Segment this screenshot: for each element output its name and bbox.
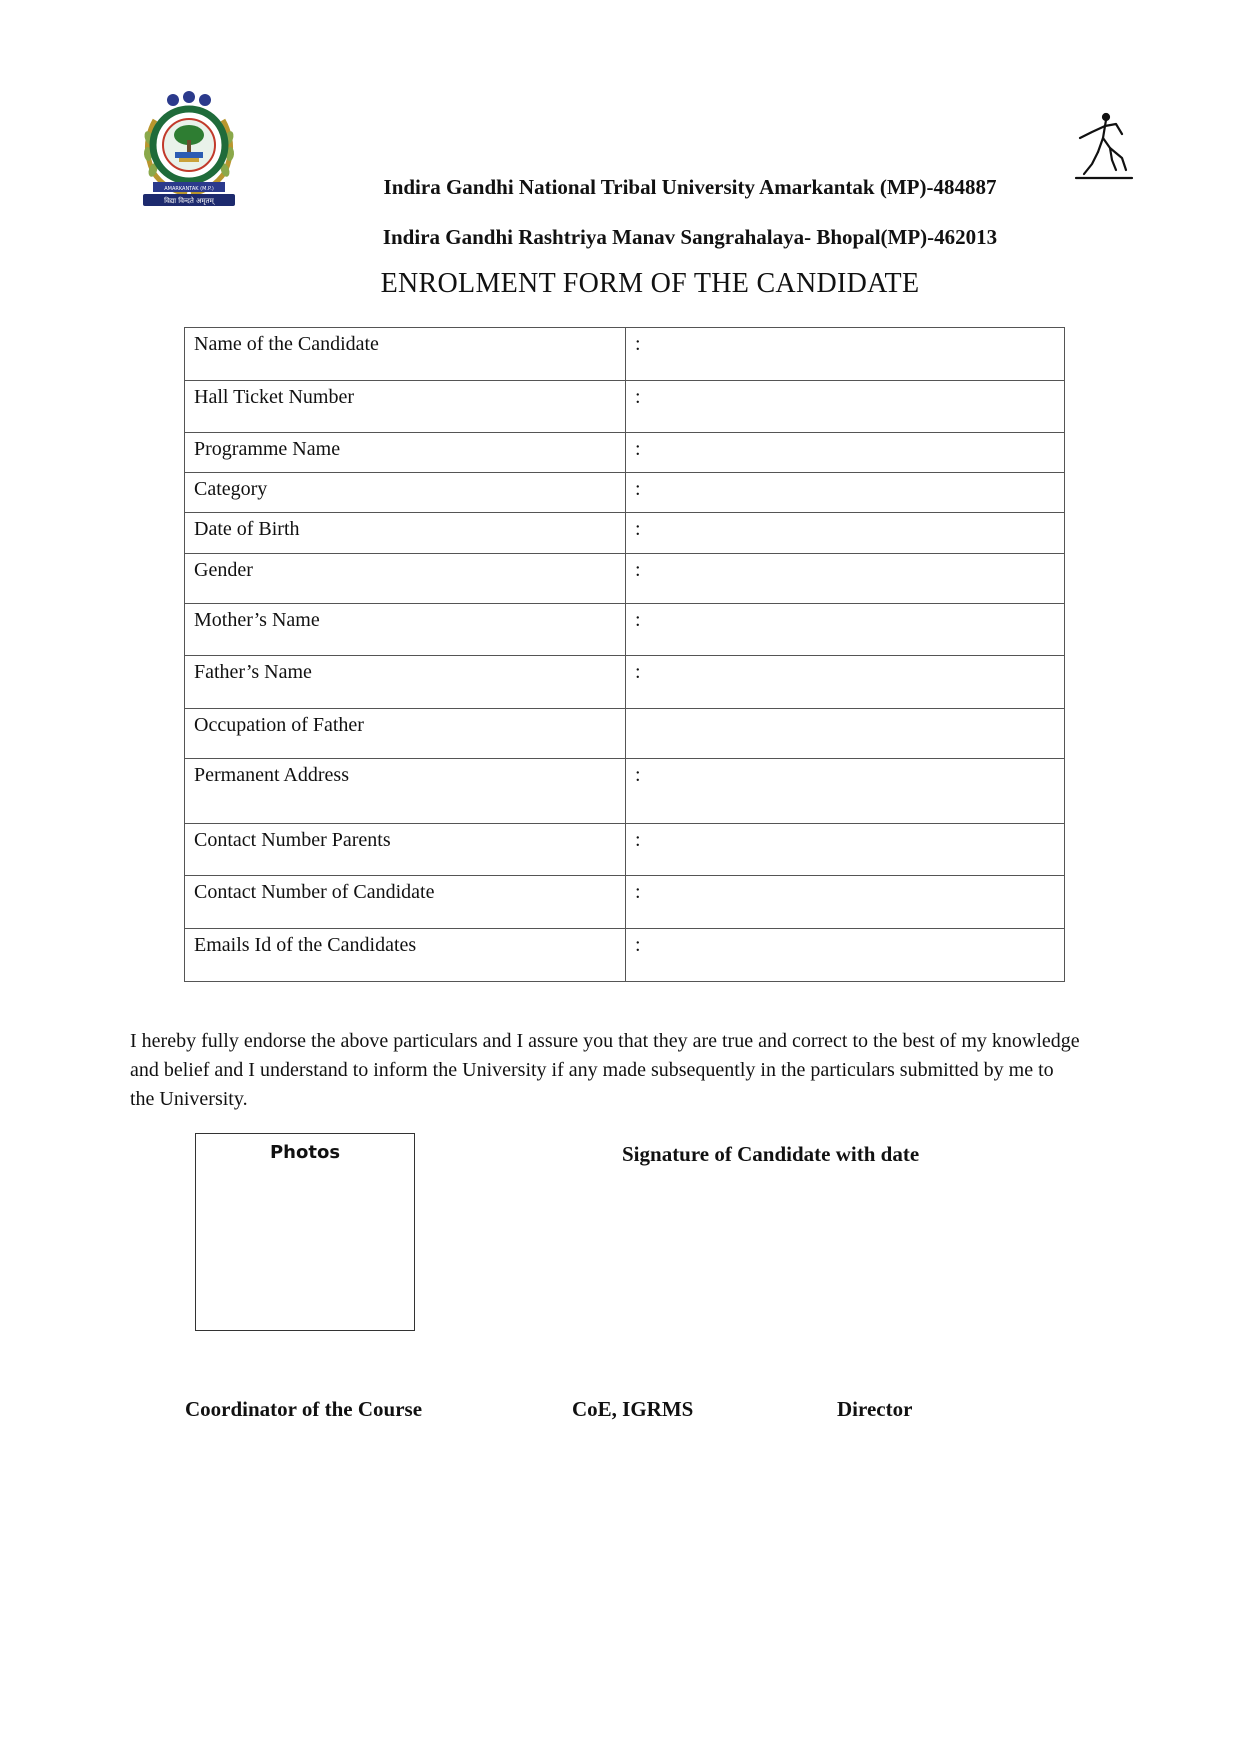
table-row (185, 328, 1065, 381)
table-row (185, 876, 1065, 929)
field-value-mother-name[interactable]: : (626, 604, 1065, 656)
field-label: Father’s Name (185, 656, 626, 709)
field-label: Name of the Candidate (185, 328, 626, 381)
field-value-father-name[interactable]: : (626, 656, 1065, 709)
field-label: Gender (185, 554, 626, 604)
photo-box[interactable] (195, 1133, 415, 1331)
signature-label: Signature of Candidate with date (622, 1142, 920, 1166)
table-row (185, 656, 1065, 709)
field-label: Contact Number of Candidate (185, 876, 626, 929)
coe-signature-label: CoE, IGRMS (572, 1397, 694, 1421)
field-value-candidate-contact[interactable]: : (626, 876, 1065, 929)
field-label: Permanent Address (185, 759, 626, 824)
field-label: Programme Name (185, 433, 626, 473)
table-row (185, 554, 1065, 604)
table-row (185, 473, 1065, 513)
field-label: Category (185, 473, 626, 513)
field-label: Contact Number Parents (185, 824, 626, 876)
field-label: Emails Id of the Candidates (185, 929, 626, 982)
field-value-programme[interactable]: : (626, 433, 1065, 473)
field-label: Mother’s Name (185, 604, 626, 656)
field-label: Occupation of Father (185, 709, 626, 759)
declaration-text: I hereby fully endorse the above particulars and I assure you that they are true and correct to the best of my knowledge and belief and I understand to inform the University if any made subsequently in the particulars submitted by me to the University. (130, 1030, 1080, 1110)
table-row (185, 381, 1065, 433)
table-row (185, 759, 1065, 824)
igrms-tribal-figure-icon (1070, 108, 1140, 190)
field-value-address[interactable]: : (626, 759, 1065, 824)
enrolment-form-table (184, 327, 1065, 982)
field-value-father-occupation[interactable] (626, 709, 1065, 759)
table-row (185, 709, 1065, 759)
field-value-dob[interactable]: : (626, 513, 1065, 554)
field-value-parent-contact[interactable]: : (626, 824, 1065, 876)
field-value-category[interactable]: : (626, 473, 1065, 513)
coordinator-signature-label: Coordinator of the Course (185, 1397, 423, 1421)
field-label: Date of Birth (185, 513, 626, 554)
table-row (185, 604, 1065, 656)
svg-text:विद्या विन्दते अमृतम्: विद्या विन्दते अमृतम् (164, 197, 214, 205)
table-row (185, 513, 1065, 554)
field-value-name[interactable]: : (626, 328, 1065, 381)
field-value-email[interactable]: : (626, 929, 1065, 982)
page-title: ENROLMENT FORM OF THE CANDIDATE (380, 268, 920, 299)
table-row (185, 929, 1065, 982)
table-row (185, 824, 1065, 876)
director-signature-label: Director (837, 1397, 913, 1421)
field-value-gender[interactable]: : (626, 554, 1065, 604)
university-title: Indira Gandhi National Tribal University Amarkantak (MP)-484887 (383, 175, 997, 199)
field-label: Hall Ticket Number (185, 381, 626, 433)
university-emblem-icon (137, 90, 241, 208)
photo-label: Photos (269, 1142, 341, 1163)
sangrahalaya-title: Indira Gandhi Rashtriya Manav Sangrahalaya- Bhopal(MP)-462013 (382, 225, 998, 249)
table-row (185, 433, 1065, 473)
svg-text:AMARKANTAK (M.P.): AMARKANTAK (M.P.) (164, 186, 214, 192)
field-value-hall-ticket[interactable]: : (626, 381, 1065, 433)
